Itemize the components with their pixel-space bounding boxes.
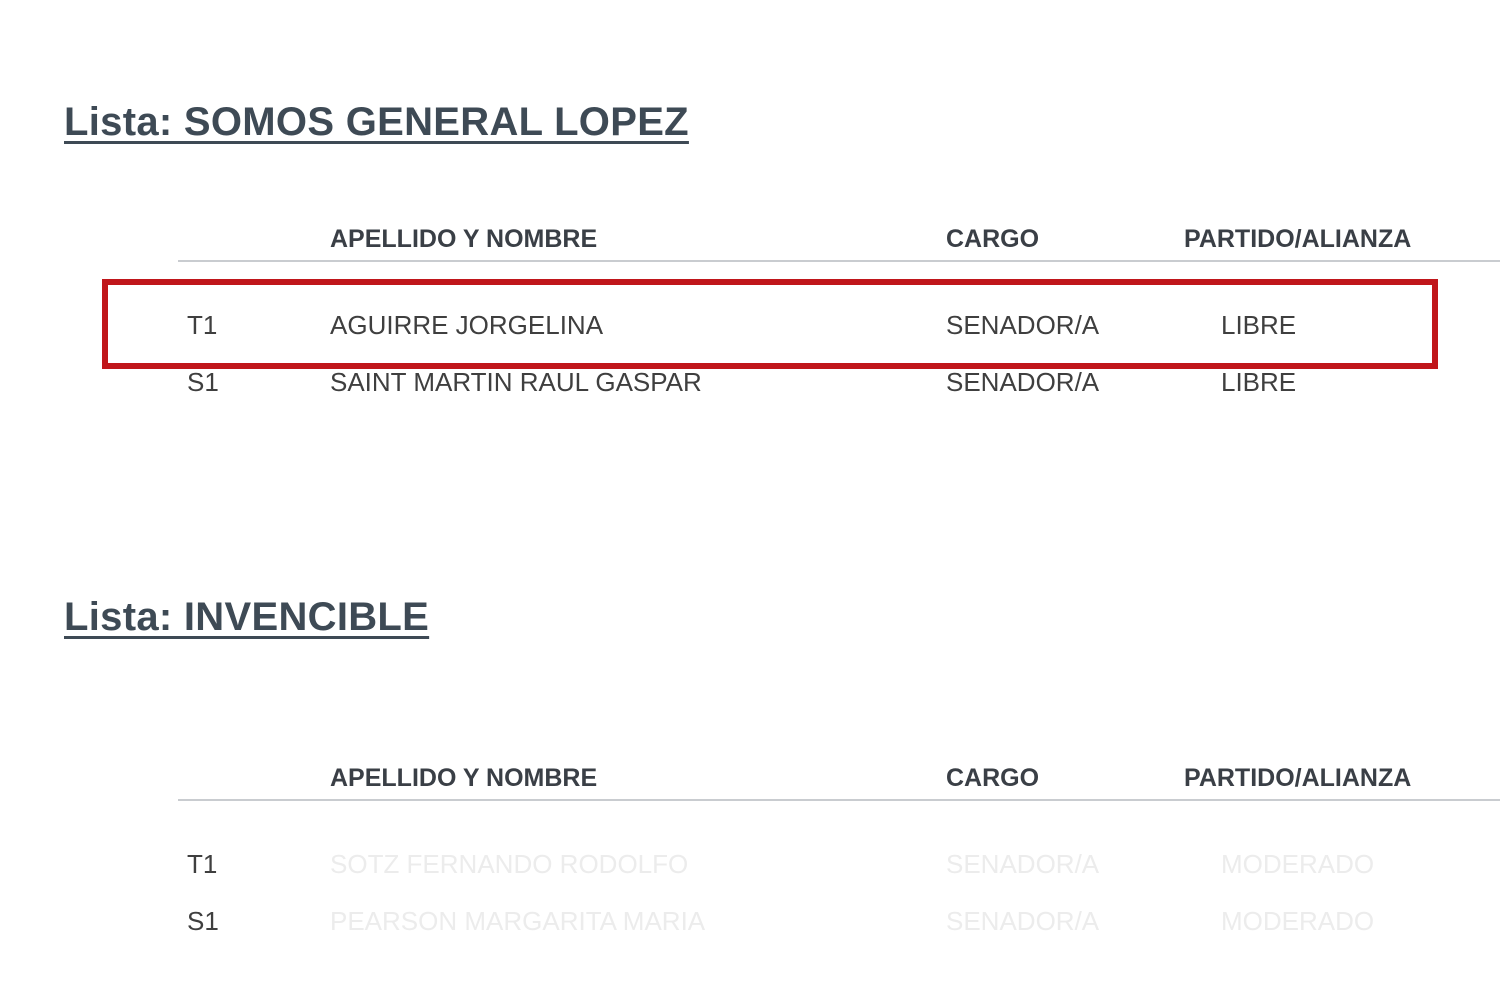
highlight-box (102, 279, 1438, 369)
row-code: T1 (187, 849, 218, 879)
header-divider (178, 260, 1500, 262)
header-divider (178, 799, 1500, 801)
column-header-partido: PARTIDO/ALIANZA (1184, 225, 1412, 253)
row-name: AGUIRRE JORGELINA (330, 310, 604, 340)
row-cargo: SENADOR/A (946, 367, 1100, 397)
row-code: S1 (187, 906, 219, 936)
list-title-invencible: Lista: INVENCIBLE (64, 595, 430, 639)
row-cargo: SENADOR/A (946, 849, 1100, 879)
row-name: PEARSON MARGARITA MARIA (330, 906, 706, 936)
list-title-somos-general-lopez: Lista: SOMOS GENERAL LOPEZ (64, 100, 689, 144)
column-header-name: APELLIDO Y NOMBRE (330, 764, 598, 792)
row-partido: LIBRE (1221, 367, 1297, 397)
row-code: S1 (187, 367, 219, 397)
row-name: SAINT MARTIN RAUL GASPAR (330, 367, 702, 397)
row-partido: LIBRE (1221, 310, 1297, 340)
row-partido: MODERADO (1221, 849, 1375, 879)
column-header-cargo: CARGO (946, 764, 1040, 792)
column-header-name: APELLIDO Y NOMBRE (330, 225, 598, 253)
row-cargo: SENADOR/A (946, 310, 1100, 340)
column-header-partido: PARTIDO/ALIANZA (1184, 764, 1412, 792)
row-partido: MODERADO (1221, 906, 1375, 936)
column-header-cargo: CARGO (946, 225, 1040, 253)
row-cargo: SENADOR/A (946, 906, 1100, 936)
row-code: T1 (187, 310, 218, 340)
row-name: SOTZ FERNANDO RODOLFO (330, 849, 689, 879)
